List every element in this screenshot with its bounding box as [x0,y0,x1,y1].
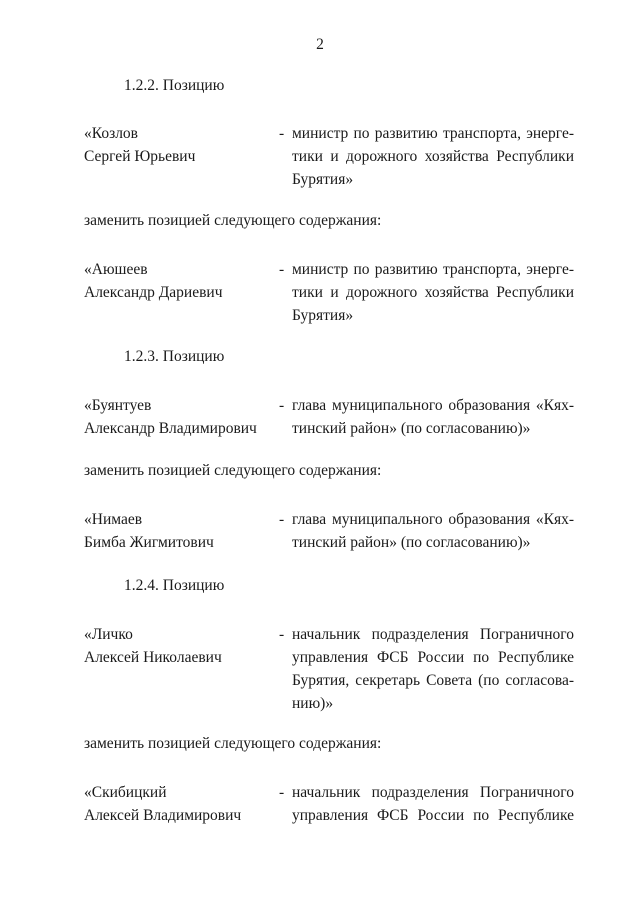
page-number: 2 [316,36,324,53]
person-name: «Нимаев Бимба Жигмитович [84,511,214,551]
position-description: начальник подразделения Пограничного управления ФСБ России по Республике Бурятия, секретарь Совета (по согласова- нию)» [292,626,574,712]
person-name: «Личко Алексей Николаевич [84,626,222,666]
dash-separator: - [279,784,285,801]
dash-separator: - [279,511,285,528]
person-name: «Скибицкий Алексей Владимирович [84,784,242,824]
replace-instruction: заменить позицией следующего содержания: [84,212,382,229]
position-description: министр по развитию транспорта, энерге- тики и дорожного хозяйства Республики Бурятия» [292,261,574,324]
replace-instruction: заменить позицией следующего содержания: [84,735,382,752]
person-name: «Буянтуев Александр Владимирович [84,397,257,437]
replace-instruction: заменить позицией следующего содержания: [84,462,382,479]
dash-separator: - [279,626,285,643]
dash-separator: - [279,397,285,414]
person-name: «Аюшеев Александр Дариевич [84,261,223,301]
person-name: «Козлов Сергей Юрьевич [84,125,196,165]
position-description: глава муниципального образования «Кях- тинский район» (по согласованию)» [292,511,574,551]
section-heading-1-2-4: 1.2.4. Позицию [124,577,225,594]
position-description: начальник подразделения Пограничного управления ФСБ России по Республике [292,784,574,824]
position-description: глава муниципального образования «Кях- тинский район» (по согласованию)» [292,397,574,437]
dash-separator: - [279,261,285,278]
section-heading-1-2-2: 1.2.2. Позицию [124,77,225,94]
position-description: министр по развитию транспорта, энерге- тики и дорожного хозяйства Республики Бурятия» [292,125,574,188]
dash-separator: - [279,125,285,142]
section-heading-1-2-3: 1.2.3. Позицию [124,348,225,365]
